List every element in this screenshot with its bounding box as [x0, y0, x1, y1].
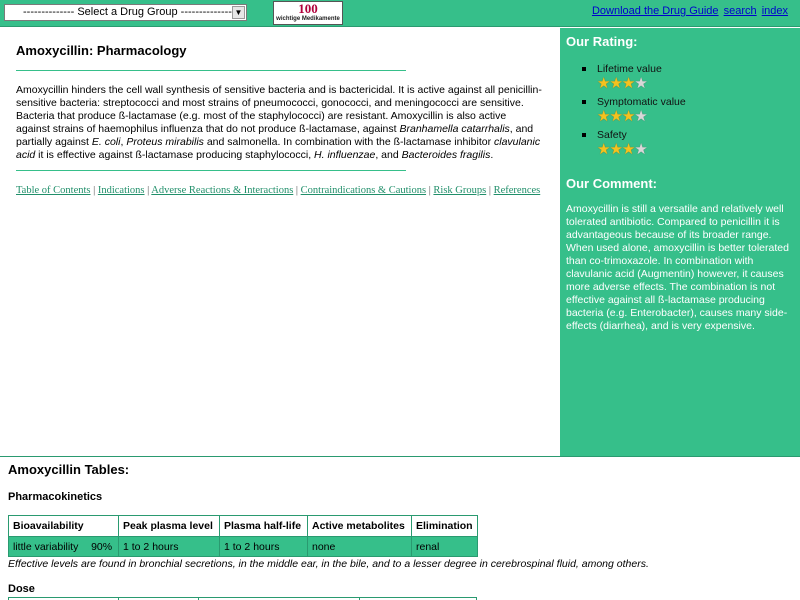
- star-filled-icon: ★: [621, 75, 635, 92]
- logo-number: 100: [298, 1, 318, 16]
- comment-text: Amoxycillin is still a versatile and relatively well tolerated antibiotic. Compared to penicillin it is advantageous because of its broader range. When used alone, amoxycillin is better tolerated than co-trimoxazole. In combination with clavulanic acid (Augmentin) however, it causes more adverse effects. The combination is not effective against all ß-lactamase producing bacteria (e.g. Enterobacter), causes many side-effects (diarrhea), and is very expensive.: [566, 203, 789, 332]
- nav-separator: |: [426, 185, 434, 196]
- text-segment: , and partially against: [16, 123, 534, 148]
- table-row: [9, 537, 478, 557]
- tables-section: [0, 456, 800, 600]
- star-empty-icon: ★: [634, 75, 647, 92]
- text-segment: it is effective against ß-lactamase producing staphylococci,: [35, 149, 315, 161]
- star-rating: [597, 142, 686, 158]
- nav-contraindications[interactable]: Contraindications & Cautions: [300, 185, 427, 196]
- pharmacology-text: [16, 84, 542, 162]
- star-filled-icon: ★: [621, 141, 635, 158]
- drug-group-select[interactable]: [4, 4, 247, 21]
- star-filled-icon: ★: [609, 141, 622, 158]
- nav-separator: |: [90, 185, 98, 196]
- star-rating: [597, 109, 686, 125]
- star-empty-icon: ★: [634, 108, 647, 125]
- nav-separator: |: [486, 185, 494, 196]
- rating-label: Safety: [597, 129, 627, 141]
- nav-separator: |: [144, 185, 152, 196]
- nav-separator: |: [293, 185, 301, 196]
- table-cell: 1 to 2 hours: [119, 537, 220, 557]
- index-link[interactable]: index: [761, 5, 788, 17]
- divider: [16, 70, 406, 71]
- download-guide-link[interactable]: Download the Drug Guide: [591, 5, 719, 17]
- nav-table-of-contents[interactable]: Table of Contents: [16, 185, 91, 196]
- nav-risk-groups[interactable]: Risk Groups: [433, 185, 487, 196]
- table-cell: little variability: [9, 537, 88, 557]
- logo[interactable]: [273, 1, 343, 25]
- text-italic: E. coli: [91, 136, 121, 148]
- drug-group-select-label: -------------- Select a Drug Group --------------: [23, 6, 232, 18]
- pharmacokinetics-note: Effective levels are found in bronchial secretions, in the middle ear, in the bile, and to a lesser degree in cerebrospinal fluid, among others.: [8, 558, 649, 570]
- rating-label: Lifetime value: [597, 63, 662, 75]
- table-cell: 1 to 2 hours: [220, 537, 308, 557]
- search-link[interactable]: search: [723, 5, 757, 17]
- text-italic: Proteus mirabilis: [126, 136, 204, 148]
- top-links: [590, 5, 788, 17]
- nav-indications[interactable]: Indications: [97, 185, 145, 196]
- text-italic: clavulanic acid: [16, 136, 541, 161]
- top-bar: [0, 0, 800, 27]
- text-italic: Bacteroides fragilis: [401, 149, 491, 161]
- tables-heading: Amoxycillin Tables:: [8, 462, 130, 477]
- text-segment: , and: [375, 149, 402, 161]
- table-cell: 90%: [87, 537, 118, 557]
- rating-list: [582, 63, 686, 162]
- star-filled-icon: ★: [621, 108, 635, 125]
- star-filled-icon: ★: [609, 108, 622, 125]
- text-segment: and salmonella. In combination with the ß-lactamase inhibitor: [203, 136, 494, 148]
- text-segment: ,: [120, 136, 127, 148]
- text-italic: H. influenzae: [314, 149, 376, 161]
- text-italic: Branhamella catarrhalis: [399, 123, 510, 135]
- section-nav: [16, 185, 540, 196]
- column-header: Plasma half-life: [220, 516, 308, 537]
- star-rating: [597, 76, 686, 92]
- star-filled-icon: ★: [609, 75, 622, 92]
- star-filled-icon: ★: [597, 75, 610, 92]
- rating-item: [582, 96, 686, 129]
- column-header: Peak plasma level: [119, 516, 220, 537]
- star-empty-icon: ★: [634, 141, 647, 158]
- table-cell: renal: [412, 537, 478, 557]
- main-content: [0, 28, 560, 456]
- sidebar: [560, 28, 800, 456]
- rating-heading: Our Rating:: [566, 34, 638, 49]
- star-filled-icon: ★: [597, 108, 610, 125]
- rating-label: Symptomatic value: [597, 96, 686, 108]
- rating-item: [582, 63, 686, 96]
- text-segment: Amoxycillin hinders the cell wall synthesis of sensitive bacteria and is bactericidal. It is active against all penicillin-sensitive bacteria: streptococci and most strains of pneumococci, gonococci, and meningococci are sensitive. Bacteria that produce ß-lactamase (e.g. most of the staphylococci) are resistant. Amoxycillin is also active against strains of haemophilus influenza that do not produce ß-lactamase, against: [16, 84, 542, 135]
- table-header-row: [9, 516, 478, 537]
- column-header: Active metabolites: [308, 516, 412, 537]
- comment-heading: Our Comment:: [566, 176, 657, 191]
- divider: [16, 170, 406, 171]
- logo-text: wichtige Medikamente: [276, 16, 340, 22]
- nav-adverse-reactions[interactable]: Adverse Reactions & Interactions: [151, 185, 294, 196]
- column-header: Elimination: [412, 516, 478, 537]
- star-filled-icon: ★: [597, 141, 610, 158]
- pharmacokinetics-heading: Pharmacokinetics: [8, 491, 103, 503]
- chevron-down-icon[interactable]: ▼: [232, 6, 245, 19]
- pharmacokinetics-table: [8, 515, 478, 557]
- page-title: Amoxycillin: Pharmacology: [16, 43, 187, 58]
- column-header: Bioavailability: [9, 516, 119, 537]
- text-segment: .: [490, 149, 494, 161]
- table-cell: none: [308, 537, 412, 557]
- nav-references[interactable]: References: [493, 185, 541, 196]
- dose-heading: Dose: [8, 583, 35, 595]
- rating-item: [582, 129, 686, 162]
